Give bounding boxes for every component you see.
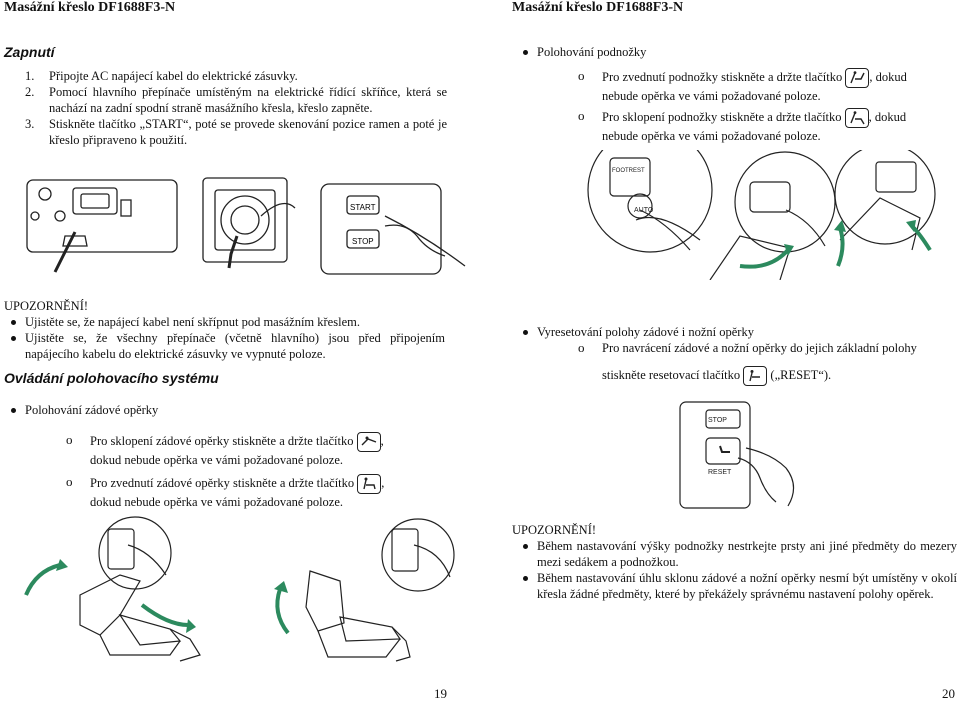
back-position-bullet: Polohování zádové opěrky: [25, 403, 159, 417]
step-2: [25, 84, 447, 116]
stop-label: STOP: [352, 237, 374, 246]
option-post: ,: [381, 475, 385, 490]
reset-label: RESET: [708, 469, 732, 476]
zapnuti-title: Zapnutí: [4, 44, 55, 60]
option-text: Pro sklopení zádové opěrky stiskněte a držte tlačítko: [90, 433, 354, 448]
reset-option-line2: [602, 366, 958, 386]
power-connection-illustration: [25, 176, 475, 276]
ovladani-title: Ovládání polohovacího systému: [4, 370, 219, 386]
option-line2: dokud nebude opěrka ve vámi požadované poloze.: [90, 453, 344, 467]
warning-item: Ujistěte se, že všechny přepínače (včetně hlavního) jsou před připojením napájecího kabelu do elektrické zásuvky ve vypnuté poloze.: [25, 331, 445, 361]
left-warning-list: [25, 314, 445, 362]
step-number: 3.: [25, 117, 35, 131]
option-line2: nebude opěrka ve vámi požadované poloze.: [602, 129, 821, 143]
right-warning-title: UPOZORNĚNÍ!: [512, 523, 597, 537]
warning-item: Během nastavování výšky podnožky nestrkejte prsty ani jiné předměty do mezery mezi sedákem a podnožkou.: [537, 539, 957, 569]
lower-leg-icon: [845, 108, 869, 128]
ac-inlet: [73, 188, 117, 214]
arrow-right-1: [277, 589, 288, 633]
page-number-right: 20: [942, 686, 955, 701]
warning-item: Během nastavování úhlu sklonu zádové a nožní opěrky nesmí být umístěny v okolí křesla žádné předměty, které by překážely správnému nastavení polohy opěrek.: [537, 571, 957, 601]
leg-option-raise: [602, 68, 958, 104]
remote-start-stop: [321, 184, 441, 274]
chair-upright: [306, 571, 410, 661]
step-text: Pomocí hlavního přepínače umístěným na elektrické řídící skříňce, která se nachází na zadní spodní straně masážního křesla, křeslo zapněte.: [49, 85, 447, 115]
reset-illustration: [676, 398, 806, 510]
left-page-header: Masážní křeslo DF1688F3-N: [4, 0, 176, 15]
raise-leg-icon: [845, 68, 869, 88]
option-text: stiskněte resetovací tlačítko: [602, 367, 741, 382]
reset-bullet: Vyresetování polohy zádové i nožní opěrky: [537, 325, 754, 339]
arrow-footrest-1: [740, 250, 788, 267]
option-post: , dokud: [869, 69, 907, 84]
footrest-illustration: [540, 150, 955, 280]
auto-label: AUTO: [634, 207, 654, 214]
right-warning-list: [537, 538, 957, 602]
leg-position-bullet: Polohování podnožky: [537, 45, 647, 59]
main-switch: [121, 200, 131, 216]
option-text: Pro sklopení podnožky stiskněte a držte tlačítko: [602, 109, 842, 124]
raise-back-icon: [357, 474, 381, 494]
option-text: Pro zvednutí zádové opěrky stiskněte a držte tlačítko: [90, 475, 355, 490]
warning-item: Ujistěte se, že napájecí kabel není skřípnut pod masážním křeslem.: [25, 314, 445, 330]
arrow-left-2: [142, 605, 188, 625]
option-line2: nebude opěrka ve vámi požadované poloze.: [602, 89, 821, 103]
back-option-recline: [90, 432, 445, 468]
page-number-left: 19: [434, 686, 447, 701]
step-number: 1.: [25, 69, 35, 83]
stop-label-2: STOP: [708, 417, 727, 424]
leg-option-lower: [602, 108, 958, 144]
step-1: [25, 68, 447, 84]
step-number: 2.: [25, 85, 35, 99]
back-option-raise: [90, 474, 445, 510]
back-reclining-illustration: [10, 515, 480, 665]
option-post: , dokud: [868, 109, 907, 124]
step-text: Stiskněte tlačítko „START“, poté se provede skenování pozice ramen a poté je křeslo připraveno k použití.: [49, 117, 447, 147]
option-post: ,: [380, 433, 384, 448]
reset-icon: [743, 366, 767, 386]
option-line2: dokud nebude opěrka ve vámi požadované poloze.: [90, 495, 344, 509]
chair-reclined: [80, 575, 200, 661]
fuse-icon: [39, 188, 51, 200]
option-post: („RESET“).: [770, 367, 832, 382]
reset-option-line1: o Pro navrácení zádové a nožní opěrky do jejich základní polohy: [602, 340, 958, 356]
arrow-footrest-2: [838, 228, 843, 266]
remote-zoom-left: [99, 517, 171, 589]
start-label: START: [350, 203, 376, 212]
step-3: [25, 116, 447, 148]
option-text: Pro zvednutí podnožky stiskněte a držte tlačítko: [602, 69, 843, 84]
zapnuti-steps: [25, 68, 447, 148]
recline-back-icon: [357, 432, 381, 452]
left-warning-title: UPOZORNĚNÍ!: [4, 299, 89, 313]
right-page-header: Masážní křeslo DF1688F3-N: [512, 0, 684, 15]
step-text: Připojte AC napájecí kabel do elektrické zásuvky.: [49, 69, 298, 83]
arrow-left-1: [26, 565, 60, 595]
footrest-label: FOOTREST: [612, 168, 645, 174]
